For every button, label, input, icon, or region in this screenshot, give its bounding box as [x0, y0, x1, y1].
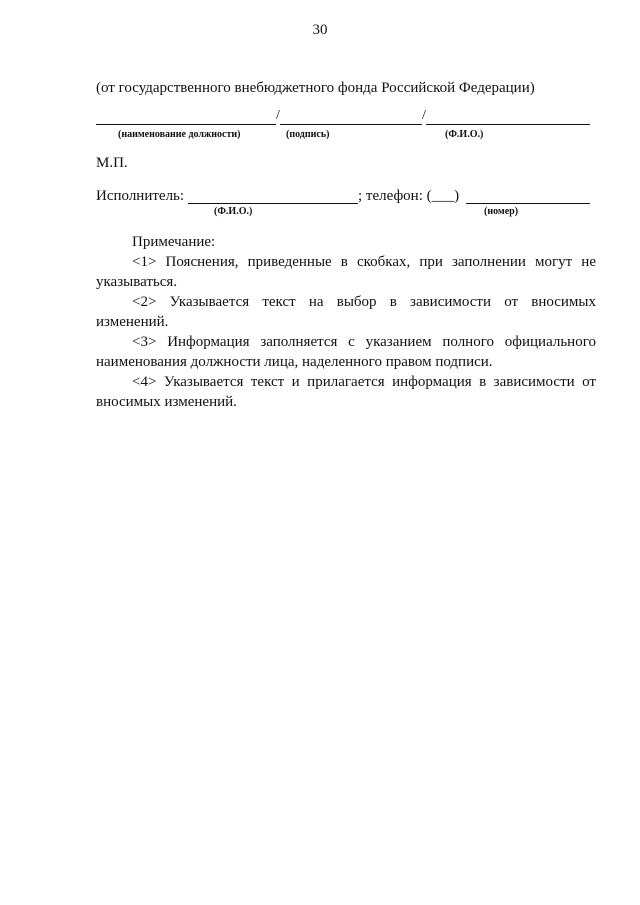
notes-title: Примечание: [132, 234, 216, 250]
position-line [96, 124, 276, 125]
name-line [426, 124, 590, 125]
executor-caption-name: (Ф.И.О.) [214, 206, 253, 217]
executor-row [96, 188, 590, 224]
executor-label: Исполнитель: [96, 188, 185, 204]
notes-section [96, 232, 596, 412]
note-item: <3> Информация заполняется с указанием полного официального наименования должности лица, наделенного правом подписи. [96, 334, 596, 370]
phone-number-line [466, 203, 590, 204]
caption-position: (наименование должности) [118, 129, 241, 140]
fund-line: (от государственного внебюджетного фонда Российской Федерации) [96, 80, 535, 96]
executor-name-line [188, 203, 358, 204]
note-item: <4> Указывается текст и прилагается информация в зависимости от вносимых изменений. [96, 374, 596, 410]
caption-name: (Ф.И.О.) [445, 129, 484, 140]
slash-2: / [422, 108, 426, 123]
caption-signature: (подпись) [286, 129, 330, 140]
page-number: 30 [312, 22, 328, 38]
note-item: <2> Указывается текст на выбор в зависимости от вносимых изменений. [96, 294, 596, 330]
signature-line [280, 124, 422, 125]
note-item: <1> Пояснения, приведенные в скобках, при заполнении могут не указываться. [96, 254, 596, 290]
stamp-place: М.П. [96, 155, 128, 171]
phone-label: ; телефон: (___) [358, 188, 460, 204]
signature-block [96, 110, 590, 150]
slash-1: / [276, 108, 280, 123]
executor-caption-number: (номер) [484, 206, 519, 217]
